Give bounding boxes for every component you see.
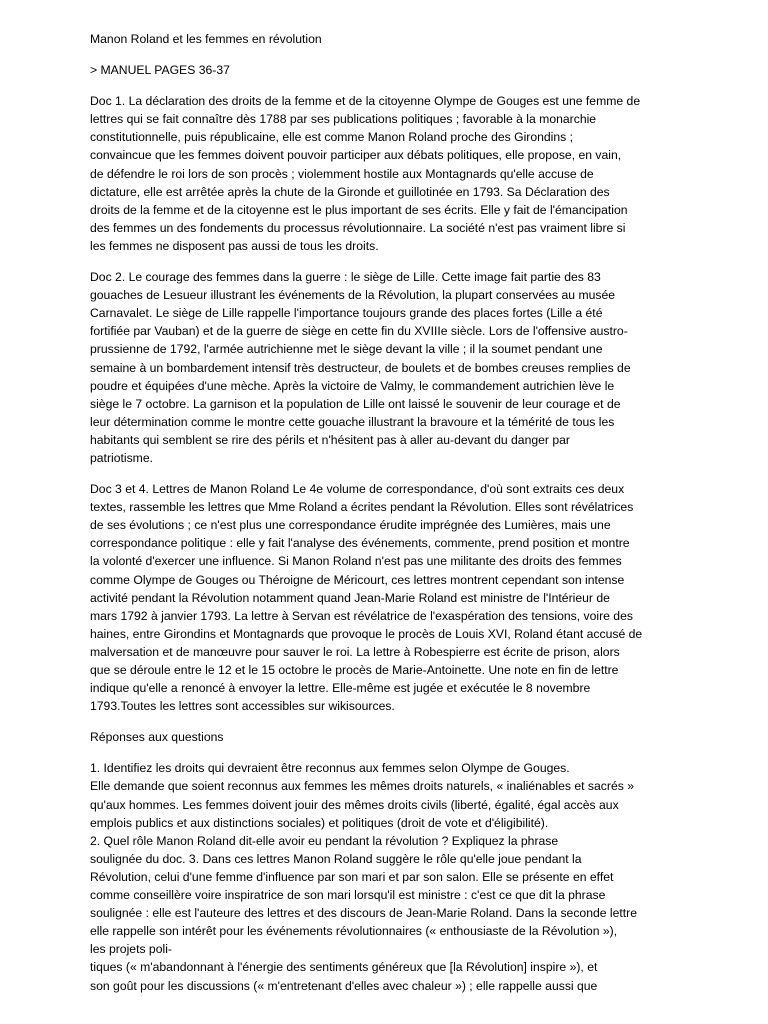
doc1-line: constitutionnelle, puis républicaine, elle est comme Manon Roland proche des Girondins ;	[90, 130, 574, 145]
doc34-line: que se déroule entre le 12 et le 15 octobre le procès de Marie-Antoinette. Une note en fin de lettre	[90, 663, 619, 677]
doc1-line: des femmes un des fondements du processus révolutionnaire. La société n'est pas vraiment libre si	[90, 220, 626, 235]
answer-line: les projets poli-	[90, 942, 172, 957]
answer-line: emplois publics et aux distinctions sociales) et politiques (droit de vote et d'éligibilité).	[90, 815, 549, 830]
doc34-line: Doc 3 et 4. Lettres de Manon Roland Le 4e volume de correspondance, d'où sont extraits ces deux	[90, 482, 625, 497]
doc2-line: semaine à un bombardement intensif très destructeur, de boulets et de bombes creuses remplies de	[90, 360, 631, 375]
doc34-line: la volonté d'exercer une influence. Si Manon Roland n'est pas une militante des droits des femmes	[90, 554, 622, 569]
doc1-line: de défendre le roi lors de son procès ; violemment hostile aux Montagnards qu'elle accuse de	[90, 166, 594, 181]
doc2-paragraph	[90, 268, 698, 467]
answer-line: Révolution, celui d'une femme d'influence par son mari et par son salon. Elle se présente en effet	[90, 869, 614, 884]
answer-line: 1. Identifiez les droits qui devraient être reconnus aux femmes selon Olympe de Gouges.	[90, 761, 570, 776]
answers-section	[90, 759, 698, 994]
doc2-line: patriotisme.	[90, 450, 153, 465]
doc34-line: comme Olympe de Gouges ou Théroigne de Méricourt, ces lettres montrent cependant son intense	[90, 572, 625, 587]
answer-line: soulignée : elle est l'auteure des lettres et des discours de Jean-Marie Roland. Dans la seconde lettre	[90, 906, 638, 921]
doc1-line: dictature, elle est arrêtée après la chute de la Gironde et guillotinée en 1793. Sa Déclaration des	[90, 184, 610, 199]
doc34-line: indique qu'elle a renoncé à envoyer la lettre. Elle-même est jugée et exécutée le 8 novembre	[90, 681, 591, 696]
answer-line: tiques (« m'abandonnant à l'énergie des sentiments généreux que [la Révolution] inspire »), et	[90, 960, 598, 975]
doc1-line: convaincue que les femmes doivent pouvoir participer aux débats politiques, elle propose, en vain,	[90, 148, 622, 163]
document-title: Manon Roland et les femmes en révolution	[90, 32, 322, 46]
doc34-line: de ses évolutions ; ce n'est plus une correspondance érudite imprégnée des Lumières, mais une	[90, 518, 611, 533]
answer-line: Elle demande que soient reconnus aux femmes les mêmes droits naturels, « inaliénables et sacrés »	[90, 779, 634, 794]
doc2-line: leur détermination comme le montre cette gouache illustrant la bravoure et la témérité de tous les	[90, 414, 615, 429]
doc2-line: fortifiée par Vauban) et de la guerre de siège en cette fin du XVIIIe siècle. Lors de l'offensive austro-	[90, 324, 628, 339]
doc34-line: correspondance politique : elle y fait l'analyse des événements, commente, prend position et montre	[90, 536, 630, 551]
answer-line: elle rappelle son intérêt pour les événements révolutionnaires (« enthousiaste de la Révolution »),	[90, 924, 618, 939]
answer-line: son goût pour les discussions (« m'entretenant d'elles avec chaleur ») ; elle rappelle aussi que	[90, 978, 598, 993]
doc34-line: haines, entre Girondins et Montagnards que provoque le procès de Louis XVI, Roland étant accusé de	[90, 626, 643, 641]
doc2-line: Doc 2. Le courage des femmes dans la guerre : le siège de Lille. Cette image fait partie des 83	[90, 270, 601, 285]
doc2-line: poudre et équipées d'une mèche. Après la victoire de Valmy, le commandement autrichien lève le	[90, 378, 615, 393]
doc34-line: activité pendant la Révolution notamment quand Jean-Marie Roland est ministre de l'Intérieur de	[90, 590, 610, 605]
manual-reference: > MANUEL PAGES 36-37	[90, 63, 230, 78]
doc1-line: droits de la femme et de la citoyenne est le plus important de ses écrits. Elle y fait de l'émancipation	[90, 202, 628, 217]
document-page	[90, 30, 698, 995]
doc2-line: Carnavalet. Le siège de Lille rappelle l'importance toujours grande des places fortes (Lille a été	[90, 306, 603, 321]
doc1-line: Doc 1. La déclaration des droits de la femme et de la citoyenne Olympe de Gouges est une femme de	[90, 94, 641, 109]
doc34-line: 1793.Toutes les lettres sont accessibles sur wikisources.	[90, 699, 395, 714]
doc1-line: les femmes ne disposent pas aussi de tous les droits.	[90, 238, 379, 253]
answer-line: comme conseillère voire inspiratrice de son mari lorsqu'il est ministre : c'est ce que dit la phrase	[90, 888, 606, 903]
doc34-line: malversation et de manœuvre pour sauver le roi. La lettre à Robespierre est écrite de prison, alors	[90, 644, 620, 659]
doc1-paragraph	[90, 92, 698, 255]
doc1-line: lettres qui se fait connaître dès 1788 par ses publications politiques ; favorable à la monarchie	[90, 112, 597, 127]
doc2-line: prussienne de 1792, l'armée autrichienne met le siège devant la ville ; il la soumet pendant une	[90, 342, 603, 357]
doc2-line: gouaches de Lesueur illustrant les événements de la Révolution, la plupart conservées au musée	[90, 288, 616, 303]
answer-line: 2. Quel rôle Manon Roland dit-elle avoir eu pendant la révolution ? Expliquez la phrase	[90, 833, 559, 848]
answer-line: qu'aux hommes. Les femmes doivent jouir des mêmes droits civils (liberté, égalité, égal accès aux	[90, 797, 619, 812]
doc34-line: mars 1792 à janvier 1793. La lettre à Servan est révélatrice de l'exaspération des tensions, voire des	[90, 608, 633, 623]
answer-line: soulignée du doc. 3. Dans ces lettres Manon Roland suggère le rôle qu'elle joue pendant la	[90, 851, 582, 866]
doc2-line: siège le 7 octobre. La garnison et la population de Lille ont laissé le souvenir de leur courage et de	[90, 396, 621, 411]
doc34-paragraph	[90, 480, 698, 715]
answers-heading: Réponses aux questions	[90, 730, 224, 745]
doc2-line: habitants qui semblent se rire des périls et n'hésitent pas à aller au-devant du danger par	[90, 432, 570, 447]
doc34-line: textes, rassemble les lettres que Mme Roland a écrites pendant la Révolution. Elles sont révélatrices	[90, 500, 634, 515]
